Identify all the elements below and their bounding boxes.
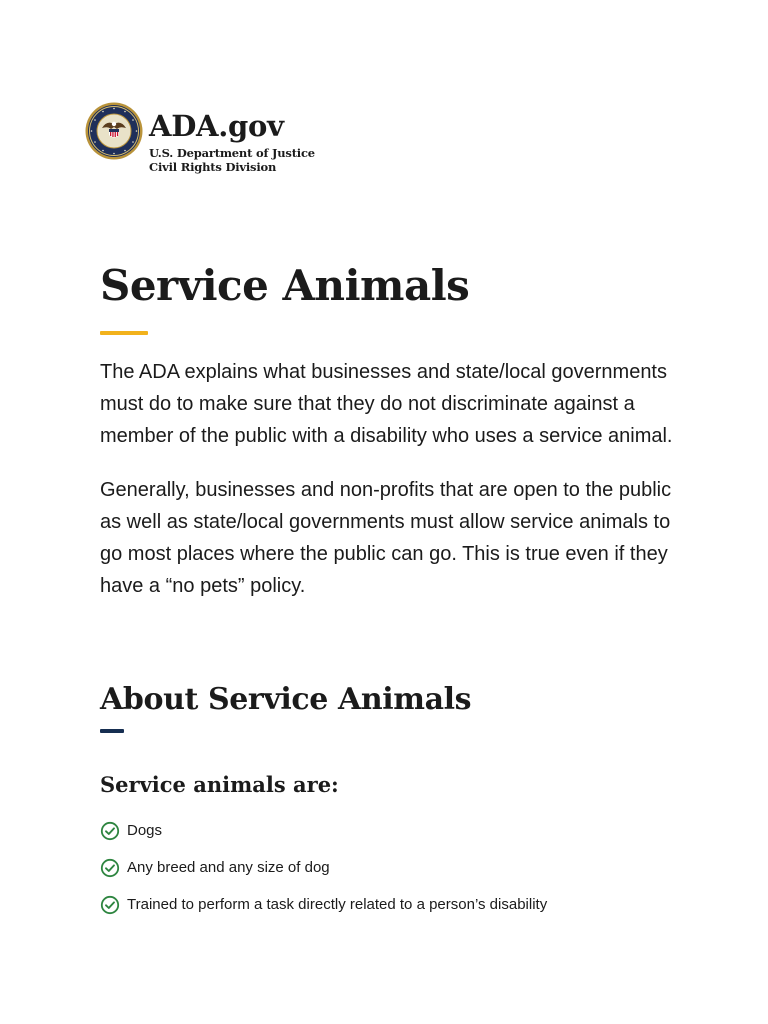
section-accent-rule [100,729,124,733]
logo-subtitle-department: U.S. Department of Justice [149,146,315,160]
list-item [100,818,547,844]
list-item-label: Dogs [127,822,163,839]
check-circle-icon [100,858,120,878]
list-item [100,892,547,918]
check-circle-icon [100,895,120,915]
intro-paragraph: The ADA explains what businesses and state/local governments must do to make sure that they do not discriminate against a member of the public with a disability who uses a service animal. [100,361,673,447]
section-title: About Service Animals [100,682,472,717]
brand[interactable] [149,102,315,174]
intro [100,356,680,624]
list-item [100,855,547,881]
list-item-label: Trained to perform a task directly related to a person’s disability [127,896,548,913]
title-accent-rule [100,331,148,335]
service-animal-checklist [100,818,547,929]
intro-paragraph: Generally, businesses and non-profits that are open to the public as well as state/local governments must allow service animals to go most places where the public can go. This is true even if they have a “no pets” policy. [100,479,672,597]
site-header [85,102,315,174]
list-item-label: Any breed and any size of dog [127,859,330,876]
logo-title[interactable]: ADA.gov [149,109,284,143]
doj-seal-icon[interactable] [85,102,143,160]
section-subheading: Service animals are: [100,772,339,797]
logo-subtitle-division: Civil Rights Division [149,160,277,174]
page-title: Service Animals [100,261,470,310]
check-circle-icon [100,821,120,841]
